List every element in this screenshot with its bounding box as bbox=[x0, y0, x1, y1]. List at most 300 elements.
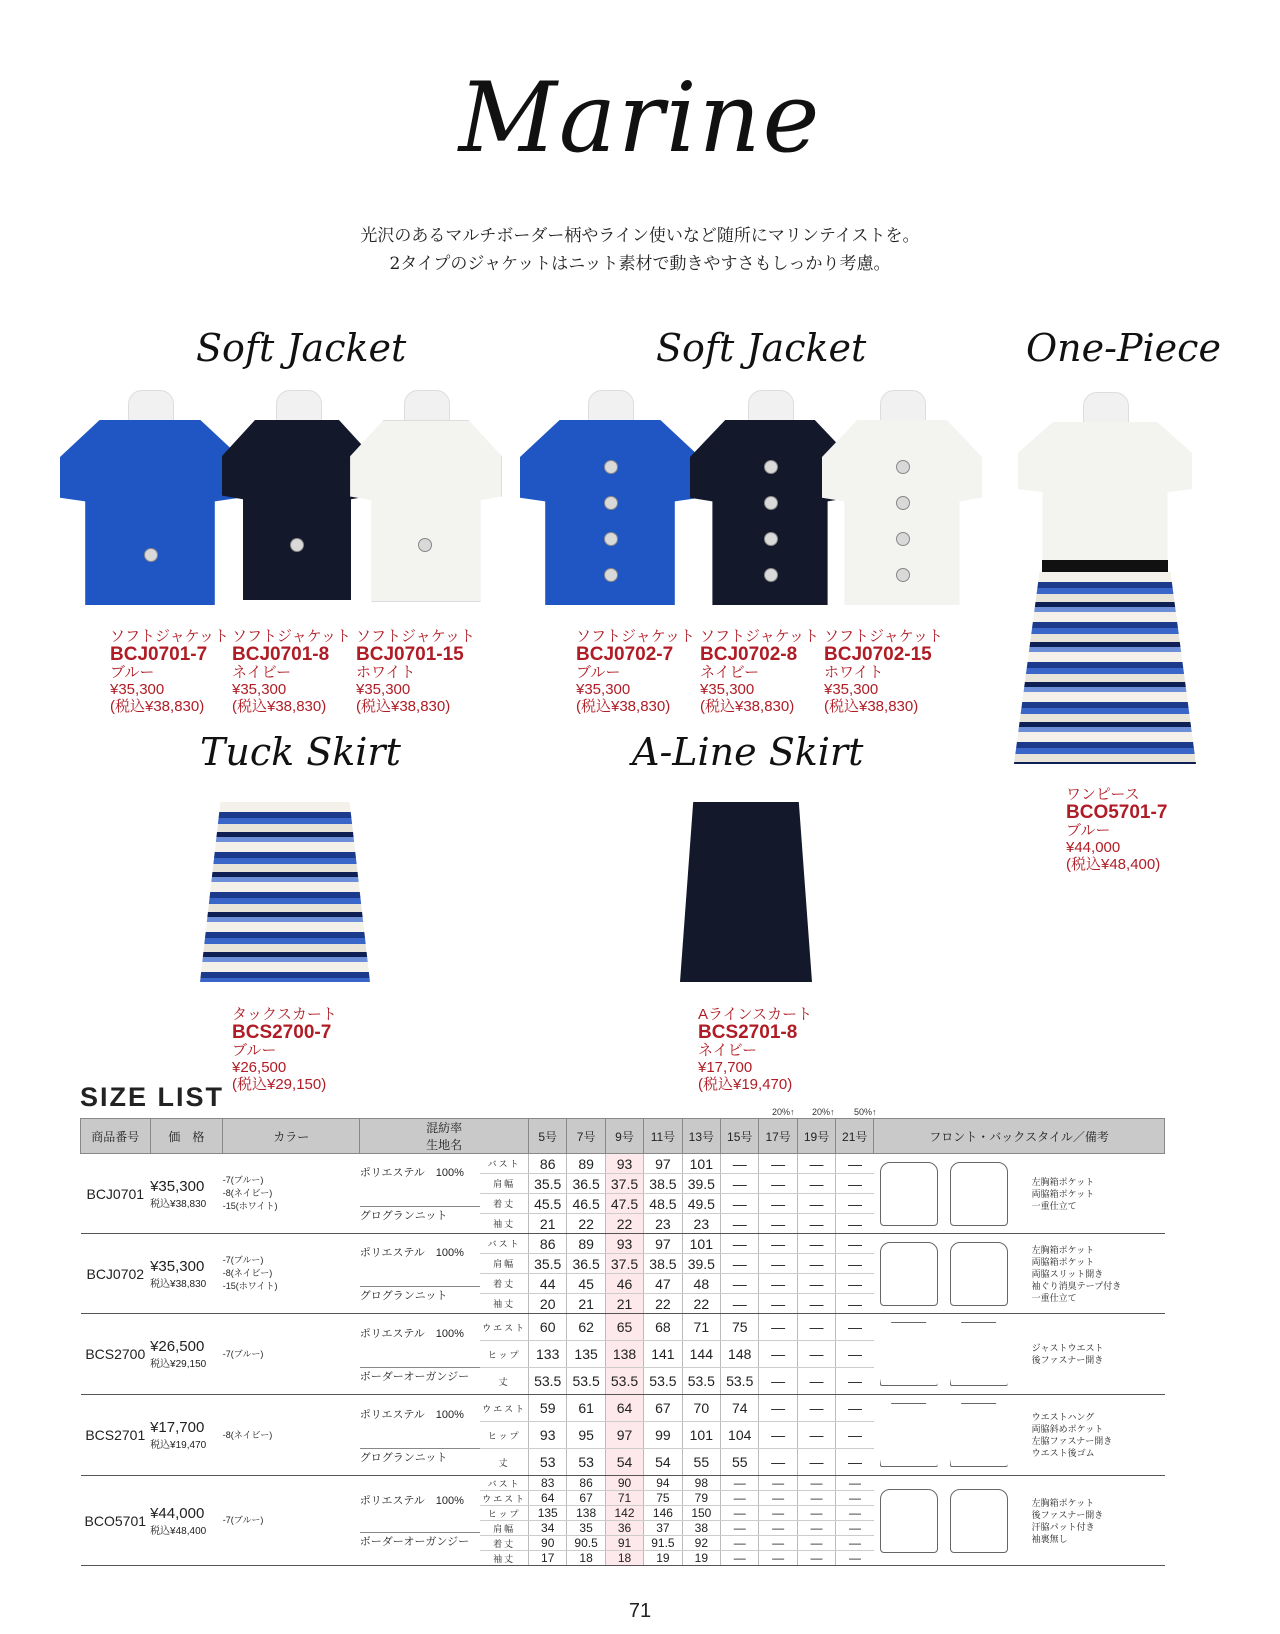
measure-label: ヒップ bbox=[480, 1422, 528, 1449]
size-value: — bbox=[759, 1536, 797, 1551]
size-value: — bbox=[759, 1174, 797, 1194]
tax-price: 税込¥29,150 bbox=[150, 1359, 207, 1370]
product-code-cell: BCJ0702 bbox=[81, 1234, 151, 1314]
size-value: 39.5 bbox=[682, 1174, 720, 1194]
table-row bbox=[81, 1314, 1165, 1341]
style-note: 左胸箱ポケット bbox=[1031, 1244, 1095, 1255]
front-sketch-icon bbox=[880, 1403, 938, 1467]
size-value: 54 bbox=[605, 1449, 643, 1476]
product-code-cell: BCS2700 bbox=[81, 1314, 151, 1395]
size-value: — bbox=[797, 1314, 835, 1341]
fabric-name: グログランニット bbox=[360, 1206, 480, 1223]
measure-label: ウエスト bbox=[480, 1314, 528, 1341]
size-value: — bbox=[721, 1274, 759, 1294]
style-cell bbox=[874, 1476, 1165, 1566]
size-value: 55 bbox=[721, 1449, 759, 1476]
header-cell: 商品番号 bbox=[81, 1119, 151, 1154]
size-value: 101 bbox=[682, 1154, 720, 1174]
size-value: 99 bbox=[644, 1422, 682, 1449]
back-sketch-icon bbox=[950, 1242, 1008, 1306]
front-sketch-icon bbox=[880, 1489, 938, 1553]
size-value: — bbox=[797, 1506, 835, 1521]
front-sketch-icon bbox=[880, 1162, 938, 1226]
size-value: 142 bbox=[605, 1506, 643, 1521]
measure-label: ウエスト bbox=[480, 1395, 528, 1422]
size-value: 90 bbox=[529, 1536, 567, 1551]
size-value: 37 bbox=[644, 1521, 682, 1536]
product-color: ブルー bbox=[232, 1042, 277, 1059]
product-tax-price: (税込¥48,400) bbox=[1066, 856, 1161, 873]
style-notes bbox=[1032, 1176, 1095, 1212]
size-value: 75 bbox=[721, 1314, 759, 1341]
product-code: BCJ0701-8 bbox=[232, 644, 330, 665]
measure-label: バスト bbox=[480, 1234, 528, 1254]
color-option: -7(ブルー) bbox=[222, 1515, 264, 1525]
product-name: ソフトジャケット bbox=[700, 628, 819, 645]
header-cell: 5号 bbox=[529, 1119, 567, 1154]
fabric-cell bbox=[360, 1476, 480, 1566]
size-value: — bbox=[721, 1194, 759, 1214]
product-caption-bcj0701-15 bbox=[356, 628, 475, 715]
tax-price: 税込¥48,400 bbox=[150, 1525, 207, 1537]
price: ¥44,000 bbox=[150, 1504, 205, 1522]
size-value: 97 bbox=[605, 1422, 643, 1449]
style-note: 左胸箱ポケット bbox=[1031, 1176, 1095, 1187]
size-value: — bbox=[797, 1214, 835, 1234]
fabric-blend: ポリエステル 100% bbox=[359, 1167, 464, 1180]
product-code: BCJ0702-7 bbox=[576, 644, 674, 665]
product-code: BCJ0702-8 bbox=[700, 644, 798, 665]
product-color: ブルー bbox=[1066, 822, 1111, 839]
measure-label: 着丈 bbox=[480, 1274, 528, 1294]
size-value: — bbox=[797, 1341, 835, 1368]
color-option: -8(ネイビー) bbox=[222, 1429, 273, 1440]
size-value: 19 bbox=[682, 1551, 720, 1566]
back-sketch-icon bbox=[950, 1162, 1008, 1226]
product-code: BCJ0701-15 bbox=[356, 644, 464, 665]
product-price: ¥35,300 bbox=[356, 681, 411, 698]
size-value: 144 bbox=[682, 1341, 720, 1368]
size-value: 49.5 bbox=[682, 1194, 720, 1214]
size-value: — bbox=[759, 1476, 797, 1491]
size-value: 71 bbox=[605, 1491, 643, 1506]
size-value: 93 bbox=[605, 1154, 643, 1174]
size-value: 65 bbox=[605, 1314, 643, 1341]
size-value: 93 bbox=[529, 1422, 567, 1449]
header-cell: 13号 bbox=[682, 1119, 720, 1154]
style-cell bbox=[874, 1154, 1165, 1234]
size-value: 93 bbox=[605, 1234, 643, 1254]
size-value: 53.5 bbox=[682, 1368, 720, 1395]
size-value: — bbox=[836, 1174, 874, 1194]
size-value: 35 bbox=[567, 1521, 605, 1536]
size-value: — bbox=[836, 1341, 874, 1368]
product-code-cell: BCJ0701 bbox=[81, 1154, 151, 1234]
size-value: — bbox=[836, 1314, 874, 1341]
size-value: — bbox=[836, 1521, 874, 1536]
size-value: 18 bbox=[567, 1551, 605, 1566]
fabric-cell bbox=[360, 1234, 480, 1314]
product-name: タックスカート bbox=[232, 1006, 337, 1023]
pct-note-21: 50%↑ bbox=[854, 1107, 877, 1117]
fabric-name: グログランニット bbox=[360, 1286, 480, 1303]
intro-line-1: 光沢のあるマルチボーダー柄やライン使いなど随所にマリンテイストを。 bbox=[360, 226, 920, 246]
size-value: 22 bbox=[605, 1214, 643, 1234]
fabric-name: グログランニット bbox=[360, 1448, 480, 1465]
size-value: 91 bbox=[605, 1536, 643, 1551]
header-cell: 7号 bbox=[567, 1119, 605, 1154]
size-value: 36 bbox=[605, 1521, 643, 1536]
size-value: — bbox=[797, 1194, 835, 1214]
size-value: — bbox=[836, 1506, 874, 1521]
size-value: — bbox=[759, 1551, 797, 1566]
size-value: 20 bbox=[529, 1294, 567, 1314]
size-value: 21 bbox=[567, 1294, 605, 1314]
size-value: — bbox=[797, 1254, 835, 1274]
color-option: -7(ブルー) bbox=[222, 1348, 264, 1359]
size-value: — bbox=[797, 1395, 835, 1422]
size-value: — bbox=[759, 1449, 797, 1476]
header-cell: 価 格 bbox=[150, 1119, 223, 1154]
size-value: 17 bbox=[529, 1551, 567, 1566]
size-value: 46.5 bbox=[567, 1194, 605, 1214]
size-value: 91.5 bbox=[644, 1536, 682, 1551]
color-cell bbox=[223, 1234, 360, 1314]
fabric-cell bbox=[360, 1314, 480, 1395]
size-value: 90 bbox=[605, 1476, 643, 1491]
size-value: 59 bbox=[529, 1395, 567, 1422]
size-value: — bbox=[759, 1395, 797, 1422]
measure-label: バスト bbox=[480, 1476, 528, 1491]
size-value: — bbox=[721, 1506, 759, 1521]
size-value: — bbox=[836, 1395, 874, 1422]
size-value: 101 bbox=[682, 1234, 720, 1254]
section-title-one-piece: One-Piece bbox=[1026, 326, 1221, 370]
size-value: — bbox=[797, 1521, 835, 1536]
size-value: 97 bbox=[644, 1154, 682, 1174]
size-value: — bbox=[797, 1422, 835, 1449]
product-caption-bcj0701-7 bbox=[110, 628, 229, 715]
color-cell bbox=[223, 1476, 360, 1566]
size-value: 23 bbox=[644, 1214, 682, 1234]
fabric-cell bbox=[360, 1395, 480, 1476]
price: ¥35,300 bbox=[150, 1177, 205, 1195]
size-value: 48.5 bbox=[644, 1194, 682, 1214]
product-price: ¥35,300 bbox=[110, 681, 165, 698]
price-cell bbox=[150, 1395, 223, 1476]
size-value: — bbox=[797, 1234, 835, 1254]
pct-note-19: 20%↑ bbox=[812, 1107, 835, 1117]
size-value: 97 bbox=[644, 1234, 682, 1254]
page-title: Marine bbox=[458, 62, 822, 174]
product-price: ¥35,300 bbox=[576, 681, 631, 698]
size-value: 35.5 bbox=[529, 1174, 567, 1194]
color-option: -7(ブルー) bbox=[222, 1255, 264, 1265]
size-value: — bbox=[836, 1294, 874, 1314]
skirt-bcs2700-photo bbox=[200, 802, 370, 982]
back-sketch-icon bbox=[950, 1322, 1008, 1386]
style-notes bbox=[1032, 1244, 1122, 1304]
style-notes bbox=[1032, 1411, 1113, 1459]
size-value: 18 bbox=[605, 1551, 643, 1566]
size-value: 37.5 bbox=[605, 1254, 643, 1274]
size-value: — bbox=[721, 1491, 759, 1506]
section-title-soft-jacket-1: Soft Jacket bbox=[196, 326, 407, 370]
tax-price: 税込¥38,830 bbox=[150, 1198, 207, 1210]
size-value: — bbox=[721, 1476, 759, 1491]
product-code: BCS2700-7 bbox=[232, 1022, 332, 1043]
table-row bbox=[81, 1395, 1165, 1422]
back-sketch-icon bbox=[950, 1489, 1008, 1553]
size-value: — bbox=[797, 1274, 835, 1294]
size-value: 22 bbox=[644, 1294, 682, 1314]
size-value: 150 bbox=[682, 1506, 720, 1521]
header-cell: 15号 bbox=[721, 1119, 759, 1154]
measure-label: バスト bbox=[480, 1154, 528, 1174]
size-value: — bbox=[759, 1194, 797, 1214]
product-code: BCJ0702-15 bbox=[824, 644, 932, 665]
size-value: — bbox=[759, 1422, 797, 1449]
size-value: 55 bbox=[682, 1449, 720, 1476]
color-option: -15(ホワイト) bbox=[222, 1201, 278, 1211]
style-note: 左胸箱ポケット bbox=[1031, 1497, 1095, 1508]
size-value: — bbox=[836, 1368, 874, 1395]
size-value: 47 bbox=[644, 1274, 682, 1294]
size-value: 23 bbox=[682, 1214, 720, 1234]
size-value: 60 bbox=[529, 1314, 567, 1341]
style-note: 両脇スリット開き bbox=[1031, 1268, 1104, 1279]
size-value: — bbox=[836, 1449, 874, 1476]
size-value: 53 bbox=[567, 1449, 605, 1476]
product-price: ¥26,500 bbox=[232, 1059, 287, 1076]
size-value: 138 bbox=[567, 1506, 605, 1521]
product-color: ホワイト bbox=[824, 664, 884, 681]
size-value: 21 bbox=[529, 1214, 567, 1234]
front-sketch-icon bbox=[880, 1322, 938, 1386]
measure-label: 丈 bbox=[480, 1449, 528, 1476]
size-value: 146 bbox=[644, 1506, 682, 1521]
size-value: — bbox=[759, 1341, 797, 1368]
size-value: 36.5 bbox=[567, 1254, 605, 1274]
measure-label: 袖丈 bbox=[480, 1214, 528, 1234]
style-note: 袖裏無し bbox=[1031, 1533, 1068, 1544]
measure-label: 肩幅 bbox=[480, 1254, 528, 1274]
color-option: -8(ネイビー) bbox=[222, 1188, 273, 1198]
product-code: BCJ0701-7 bbox=[110, 644, 208, 665]
size-value: — bbox=[836, 1154, 874, 1174]
size-value: 19 bbox=[644, 1551, 682, 1566]
size-value: — bbox=[721, 1521, 759, 1536]
page-number: 71 bbox=[628, 1600, 652, 1622]
header-cell: 混紡率 生地名 bbox=[360, 1119, 529, 1154]
size-value: 83 bbox=[529, 1476, 567, 1491]
size-value: — bbox=[836, 1254, 874, 1274]
size-value: 138 bbox=[605, 1341, 643, 1368]
back-sketch-icon bbox=[950, 1403, 1008, 1467]
color-option: -8(ネイビー) bbox=[222, 1268, 273, 1278]
size-value: — bbox=[836, 1194, 874, 1214]
size-value: — bbox=[836, 1422, 874, 1449]
size-value: — bbox=[721, 1551, 759, 1566]
style-notes bbox=[1032, 1497, 1104, 1545]
measure-label: ヒップ bbox=[480, 1506, 528, 1521]
size-value: — bbox=[797, 1368, 835, 1395]
measure-label: 肩幅 bbox=[480, 1174, 528, 1194]
product-tax-price: (税込¥19,470) bbox=[698, 1076, 793, 1093]
table-row bbox=[81, 1234, 1165, 1254]
size-value: 21 bbox=[605, 1294, 643, 1314]
measure-label: 袖丈 bbox=[480, 1551, 528, 1566]
size-value: 101 bbox=[682, 1422, 720, 1449]
size-value: — bbox=[797, 1491, 835, 1506]
size-value: — bbox=[759, 1314, 797, 1341]
size-value: 133 bbox=[529, 1341, 567, 1368]
size-value: 35.5 bbox=[529, 1254, 567, 1274]
product-price: ¥35,300 bbox=[700, 681, 755, 698]
size-value: — bbox=[797, 1476, 835, 1491]
header-cell: カラー bbox=[223, 1119, 360, 1154]
section-title-tuck-skirt: Tuck Skirt bbox=[200, 730, 401, 774]
product-tax-price: (税込¥29,150) bbox=[232, 1076, 327, 1093]
jacket-bcj0702-blue-photo bbox=[520, 400, 700, 610]
size-value: — bbox=[759, 1521, 797, 1536]
size-value: 53.5 bbox=[644, 1368, 682, 1395]
fabric-cell bbox=[360, 1154, 480, 1234]
size-value: 45.5 bbox=[529, 1194, 567, 1214]
jacket-bcj0701-blue-photo bbox=[60, 400, 240, 610]
size-value: — bbox=[797, 1449, 835, 1476]
size-value: 37.5 bbox=[605, 1174, 643, 1194]
product-name: Aラインスカート bbox=[698, 1006, 813, 1023]
style-cell bbox=[874, 1234, 1165, 1314]
style-note: 後ファスナー開き bbox=[1031, 1509, 1104, 1520]
size-value: 95 bbox=[567, 1422, 605, 1449]
section-title-soft-jacket-2: Soft Jacket bbox=[656, 326, 867, 370]
size-value: 34 bbox=[529, 1521, 567, 1536]
size-value: — bbox=[721, 1536, 759, 1551]
product-price: ¥35,300 bbox=[824, 681, 879, 698]
color-cell bbox=[223, 1154, 360, 1234]
size-value: — bbox=[836, 1536, 874, 1551]
header-cell: 19号 bbox=[797, 1119, 835, 1154]
header-cell: フロント・バックスタイル／備考 bbox=[874, 1119, 1165, 1154]
style-note: 両脇箱ポケット bbox=[1031, 1188, 1095, 1199]
size-value: 141 bbox=[644, 1341, 682, 1368]
product-caption-bcj0702-15 bbox=[824, 628, 943, 715]
product-color: ネイビー bbox=[700, 664, 760, 681]
size-value: — bbox=[721, 1234, 759, 1254]
size-value: 53.5 bbox=[567, 1368, 605, 1395]
jacket-bcj0702-white-photo bbox=[822, 400, 982, 610]
product-name: ソフトジャケット bbox=[824, 628, 943, 645]
fabric-name: ボーダーオーガンジー bbox=[360, 1367, 480, 1384]
measure-label: 肩幅 bbox=[480, 1521, 528, 1536]
color-cell bbox=[223, 1395, 360, 1476]
size-value: 64 bbox=[605, 1395, 643, 1422]
size-value: — bbox=[721, 1174, 759, 1194]
intro-text bbox=[0, 222, 1280, 278]
size-value: 47.5 bbox=[605, 1194, 643, 1214]
size-value: 98 bbox=[682, 1476, 720, 1491]
size-value: — bbox=[836, 1476, 874, 1491]
product-price: ¥35,300 bbox=[232, 681, 287, 698]
product-code: BCO5701-7 bbox=[1066, 802, 1168, 823]
product-tax-price: (税込¥38,830) bbox=[576, 698, 671, 715]
size-value: 61 bbox=[567, 1395, 605, 1422]
tax-price: 税込¥38,830 bbox=[150, 1278, 207, 1290]
style-note: 袖ぐり消臭テープ付き bbox=[1031, 1280, 1122, 1291]
size-value: — bbox=[836, 1214, 874, 1234]
size-value: — bbox=[721, 1214, 759, 1234]
size-value: 44 bbox=[529, 1274, 567, 1294]
size-value: 86 bbox=[529, 1154, 567, 1174]
size-value: — bbox=[836, 1274, 874, 1294]
skirt-bcs2701-photo bbox=[680, 802, 812, 982]
measure-label: 袖丈 bbox=[480, 1294, 528, 1314]
header-cell: 21号 bbox=[836, 1119, 874, 1154]
style-cell bbox=[874, 1314, 1165, 1395]
size-value: — bbox=[797, 1154, 835, 1174]
tax-price: 税込¥19,470 bbox=[150, 1440, 207, 1451]
style-note: 後ファスナー開き bbox=[1031, 1355, 1104, 1365]
size-value: 54 bbox=[644, 1449, 682, 1476]
size-value: 74 bbox=[721, 1395, 759, 1422]
size-value: 22 bbox=[682, 1294, 720, 1314]
size-value: 62 bbox=[567, 1314, 605, 1341]
size-value: — bbox=[759, 1274, 797, 1294]
product-tax-price: (税込¥38,830) bbox=[700, 698, 795, 715]
jacket-bcj0701-white-photo bbox=[350, 400, 500, 610]
style-note: 一重仕立て bbox=[1031, 1292, 1077, 1303]
fabric-blend: ポリエステル 100% bbox=[359, 1495, 464, 1507]
style-note: ウエストハング bbox=[1031, 1412, 1095, 1422]
size-value: — bbox=[759, 1506, 797, 1521]
product-color: ネイビー bbox=[698, 1042, 758, 1059]
product-code-cell: BCO5701 bbox=[81, 1476, 151, 1566]
size-value: 39.5 bbox=[682, 1254, 720, 1274]
front-sketch-icon bbox=[880, 1242, 938, 1306]
product-tax-price: (税込¥38,830) bbox=[824, 698, 919, 715]
style-note: ジャストウエスト bbox=[1031, 1343, 1104, 1353]
product-color: ネイビー bbox=[232, 664, 292, 681]
style-note: 両脇斜めポケット bbox=[1031, 1424, 1104, 1434]
size-value: 104 bbox=[721, 1422, 759, 1449]
size-value: — bbox=[836, 1234, 874, 1254]
size-value: 79 bbox=[682, 1491, 720, 1506]
size-value: — bbox=[759, 1294, 797, 1314]
size-value: — bbox=[759, 1234, 797, 1254]
style-cell bbox=[874, 1395, 1165, 1476]
style-note: 両脇箱ポケット bbox=[1031, 1256, 1095, 1267]
size-value: — bbox=[836, 1551, 874, 1566]
size-value: — bbox=[797, 1174, 835, 1194]
color-option: -15(ホワイト) bbox=[222, 1281, 278, 1291]
size-value: — bbox=[721, 1294, 759, 1314]
size-value: — bbox=[759, 1491, 797, 1506]
product-name: ソフトジャケット bbox=[110, 628, 229, 645]
pct-note-17: 20%↑ bbox=[772, 1107, 795, 1117]
header-cell: 11号 bbox=[644, 1119, 682, 1154]
measure-label: 着丈 bbox=[480, 1536, 528, 1551]
size-value: 38.5 bbox=[644, 1254, 682, 1274]
size-list-heading: SIZE LIST bbox=[80, 1082, 225, 1112]
table-row bbox=[81, 1154, 1165, 1174]
size-value: 64 bbox=[529, 1491, 567, 1506]
size-value: 53 bbox=[529, 1449, 567, 1476]
product-caption-bco5701-7 bbox=[1066, 786, 1167, 873]
size-value: 70 bbox=[682, 1395, 720, 1422]
product-caption-bcj0701-8 bbox=[232, 628, 351, 715]
